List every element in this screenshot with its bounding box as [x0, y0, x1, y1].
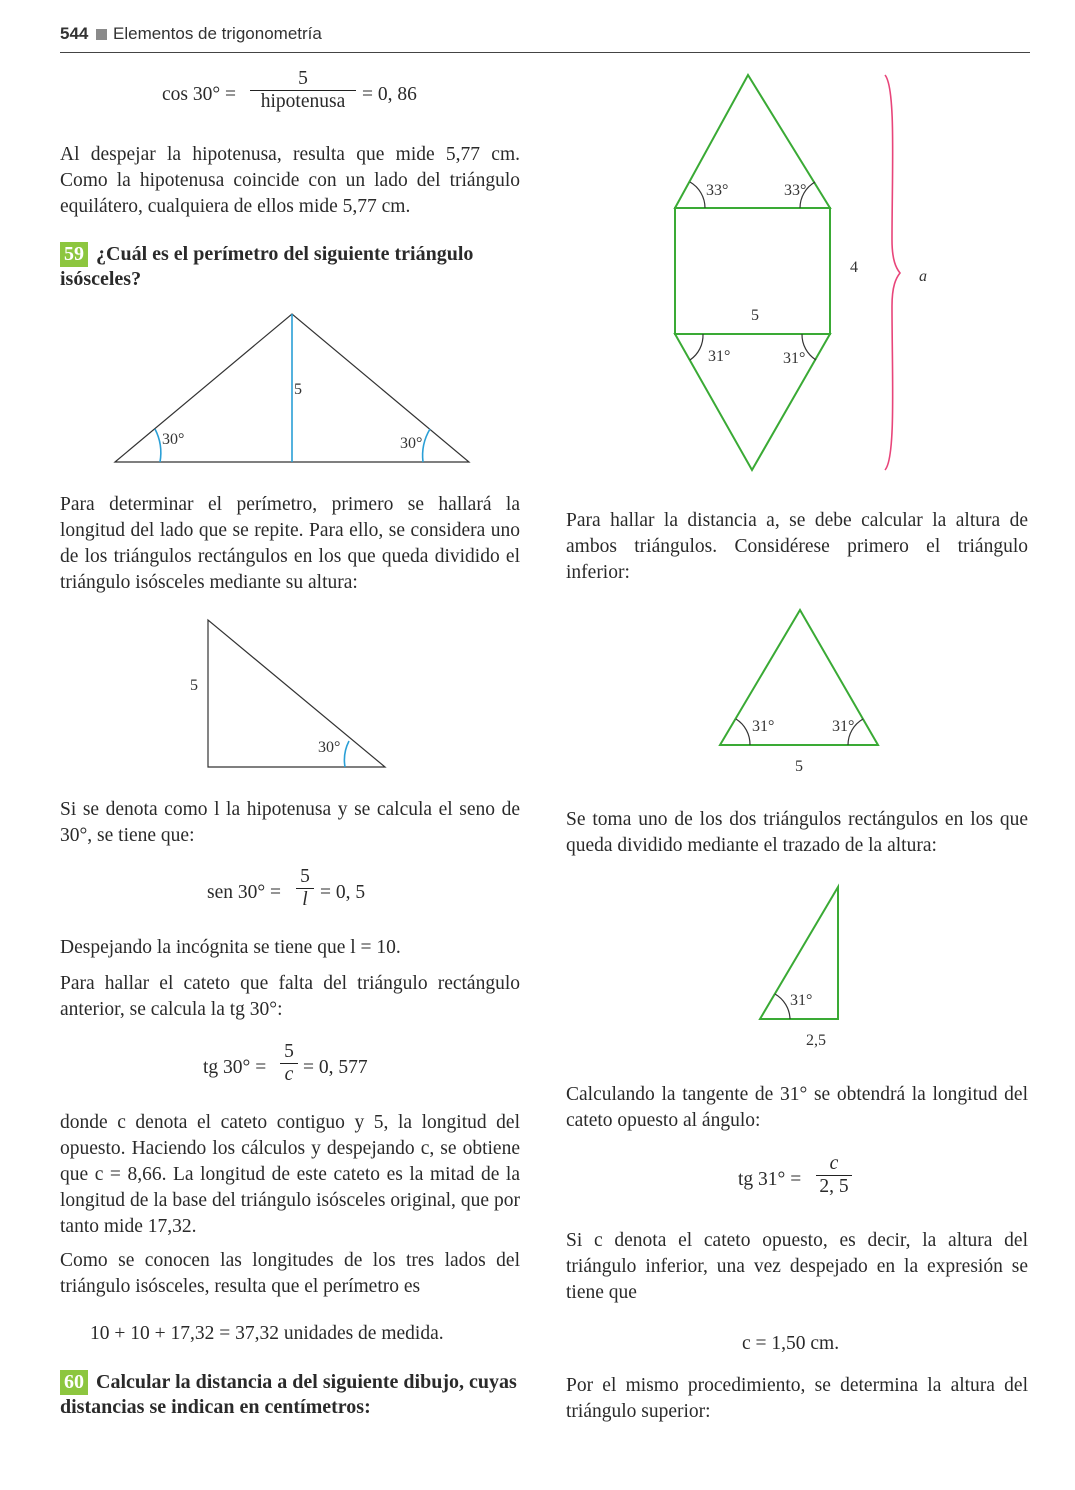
- paragraph: Calculando la tangente de 31° se obtendrá la longitud del cateto opuesto al ángulo:: [566, 1084, 1028, 1131]
- lower-triangle-figure: [715, 605, 885, 777]
- angle-label: 31°: [708, 348, 731, 365]
- small-right-triangle-figure: [755, 882, 855, 1052]
- angle-label: 30°: [400, 435, 423, 452]
- base-label: 2,5: [806, 1032, 826, 1049]
- paragraph: Para determinar el perímetro, primero se hallará la longitud del lado que se repite. Para ello, se considera uno de los triángulos rectángulos en los que queda dividido el triángulo isósceles mediante su altura:: [60, 494, 520, 593]
- question-60: 60 Calcular la distancia a del siguiente dibujo, cuyas distancias se indican en centímetros:: [60, 1371, 517, 1418]
- paragraph: Si c denota el cateto opuesto, es decir, la altura del triángulo inferior, una vez despejado en la expresión se tiene que: [566, 1230, 1028, 1303]
- angle-label: 33°: [784, 182, 807, 199]
- angle-label: 30°: [318, 739, 341, 756]
- angle-label: 31°: [752, 718, 775, 735]
- isosceles-triangle-figure: [110, 308, 475, 468]
- fraction-numerator: 5: [298, 68, 308, 89]
- fraction-denominator: hipotenusa: [250, 90, 356, 113]
- side-label: 5: [190, 677, 198, 694]
- section-title: Elementos de trigonometría: [113, 24, 322, 43]
- header-square-icon: [96, 29, 107, 40]
- base-label: 5: [795, 758, 803, 775]
- paragraph: Para hallar la distancia a, se debe calcular la altura de ambos triángulos. Considérese primero el triángulo inferior:: [566, 510, 1028, 583]
- angle-label: 31°: [832, 718, 855, 735]
- angle-label: 31°: [783, 350, 806, 367]
- question-badge: 59: [60, 242, 88, 267]
- paragraph: Se toma uno de los dos triángulos rectángulos en los que queda dividido mediante el trazado de la altura:: [566, 809, 1028, 856]
- height-label: 4: [850, 259, 858, 276]
- brace-label: a: [919, 268, 927, 285]
- width-label: 5: [751, 307, 759, 324]
- angle-label: 30°: [162, 431, 185, 448]
- paragraph: Despejando la incógnita se tiene que l = 10.: [60, 937, 401, 958]
- paragraph: Para hallar el cateto que falta del triángulo rectángulo anterior, se calcula la tg 30°:: [60, 973, 520, 1020]
- right-triangle-figure: [185, 615, 395, 775]
- paragraph: Por el mismo procedimiento, se determina la altura del triángulo superior:: [566, 1375, 1028, 1422]
- equation-perimeter: 10 + 10 + 17,32 = 37,32 unidades de medida.: [90, 1323, 444, 1344]
- page-number: 544: [60, 24, 89, 43]
- paragraph: Como se conocen las longitudes de los tres lados del triángulo isósceles, resulta que el perímetro es: [60, 1250, 520, 1297]
- paragraph: Al despejar la hipotenusa, resulta que mide 5,77 cm. Como la hipotenusa coincide con un lado del triángulo equilátero, cualquiera de ellos mide 5,77 cm.: [60, 144, 520, 217]
- question-59: 59 ¿Cuál es el perímetro del siguiente triángulo isósceles?: [60, 243, 474, 290]
- paragraph: donde c denota el cateto contiguo y 5, la longitud del opuesto. Haciendo los cálculos y despejando c, se obtiene que c = 8,66. La longitud de este cateto es la mitad de la longitud de la base del triángulo isósceles original, que por tanto mide 17,32.: [60, 1112, 520, 1237]
- equation-result: c = 1,50 cm.: [742, 1333, 840, 1354]
- angle-label: 31°: [790, 992, 813, 1009]
- paragraph: Si se denota como l la hipotenusa y se calcula el seno de 30°, se tiene que:: [60, 799, 520, 846]
- composite-shape-figure: [670, 70, 940, 475]
- page-header: [60, 22, 1030, 53]
- angle-label: 33°: [706, 182, 729, 199]
- height-label: 5: [294, 381, 302, 398]
- question-badge: 60: [60, 1370, 88, 1395]
